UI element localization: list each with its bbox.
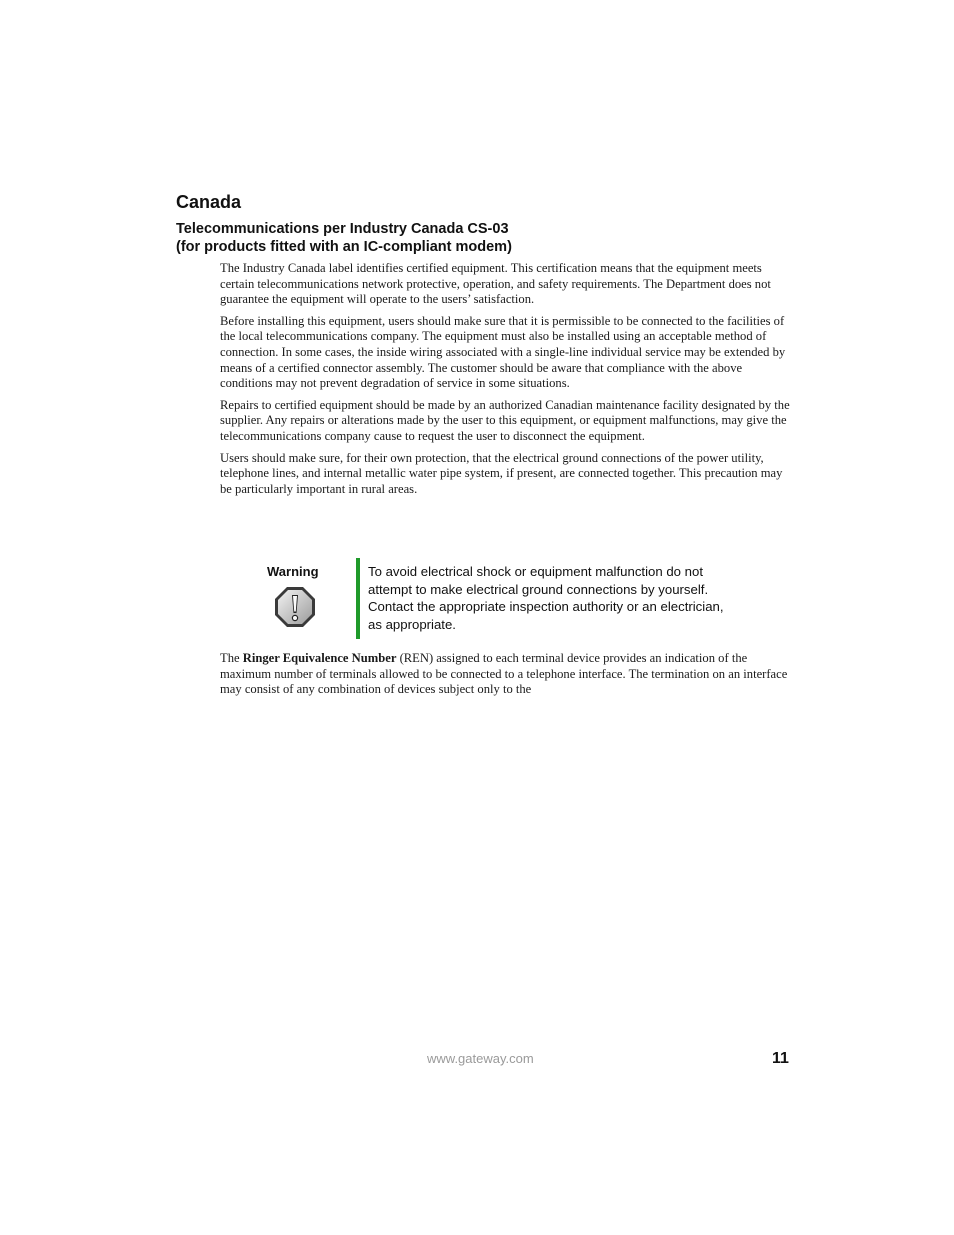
ren-text: [220, 651, 792, 698]
paragraph-3: Repairs to certified equipment should be made by an authorized Canadian maintenance facility designated by the supplier. Any repairs or alterations made by the user to this equipment, or equipment malfunctions, may give the telecommunications company cause to request the user to disconnect the equipment.: [220, 397, 790, 443]
paragraph-2: Before installing this equipment, users should make sure that it is permissible to be connected to the facilities of the local telecommunications company. The equipment must also be installed using an acceptable method of connection. In some cases, the inside wiring associated with a single-line individual service may be extended by means of a certified connector assembly. The customer should be aware that compliance with the above conditions may not prevent degradation of service in some situations.: [220, 313, 786, 391]
ren-paragraph: [220, 651, 792, 698]
warning-divider-bar: [356, 558, 360, 639]
ren-rest: (REN) assigned to each terminal device provides an indication of the maximum number of terminals allowed to be connected to a telephone interface. The termination on an interface may consist of any combination of devices subject only to the: [220, 651, 788, 697]
paragraph-1: The Industry Canada label identifies certified equipment. This certification means that the equipment meets certain telecommunications network protective, operation, and safety requirements. The Department does not guarantee the equipment will operate to the users’ satisfaction.: [220, 261, 771, 307]
warning-label: Warning: [267, 564, 319, 579]
section-subtitle: [176, 220, 736, 256]
warning-octagon-icon: [274, 586, 316, 628]
ren-prefix: The: [220, 651, 243, 665]
body-text: [220, 261, 792, 503]
footer-url-link[interactable]: www.gateway.com: [427, 1051, 534, 1066]
section-title: Canada: [176, 192, 242, 212]
page-number: 11: [772, 1050, 789, 1067]
warning-box: [248, 558, 748, 640]
subtitle-line-2: (for products fitted with an IC-compliant modem): [176, 239, 512, 255]
paragraph-4: Users should make sure, for their own protection, that the electrical ground connections of the power utility, telephone lines, and internal metallic water pipe system, if present, are connected together. This precaution may be particularly important in rural areas.: [220, 450, 783, 496]
warning-text: To avoid electrical shock or equipment malfunction do not attempt to make electrical ground connections by yourself. Contact the appropriate inspection authority or an electrician, as appropriate.: [368, 564, 724, 632]
subtitle-line-1: Telecommunications per Industry Canada CS-03: [176, 221, 509, 237]
ren-term: Ringer Equivalence Number: [242, 651, 397, 665]
